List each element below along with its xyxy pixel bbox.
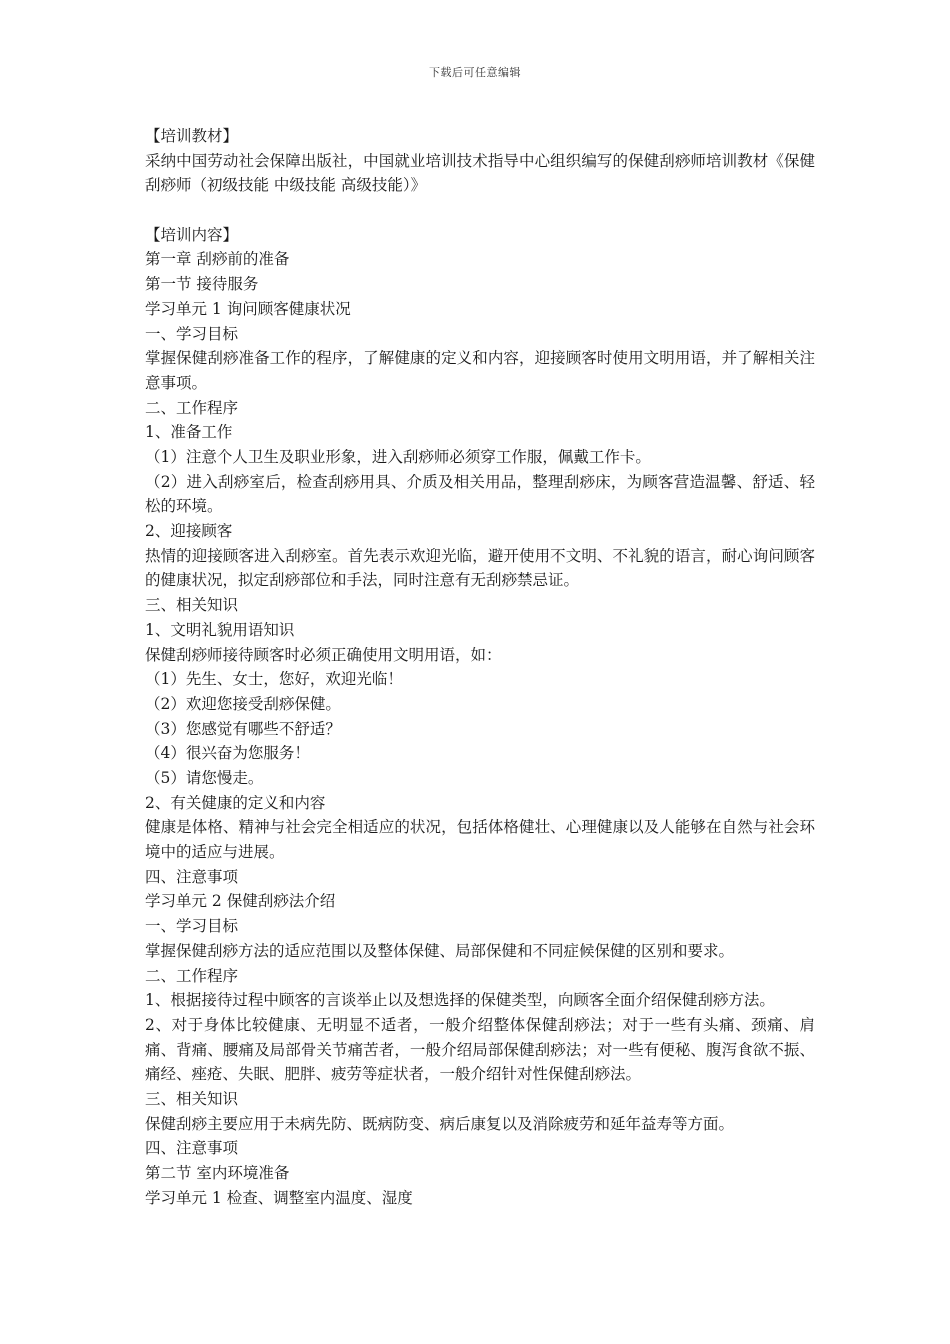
- section-title: 第一节 接待服务: [145, 275, 259, 294]
- paragraph: 保健刮痧主要应用于未病先防、既病防变、病后康复以及消除疲劳和延年益寿等方面。: [145, 1114, 735, 1133]
- section-heading-materials: 【培训教材】: [145, 127, 239, 145]
- list-item: 1、根据接待过程中顾客的言谈举止以及想选择的保健类型，向顾客全面介绍保健刮痧方法。: [145, 991, 775, 1010]
- subheading: 二、工作程序: [145, 966, 239, 985]
- subheading: 四、注意事项: [145, 1139, 239, 1158]
- list-item: （1）先生、女士，您好，欢迎光临！: [145, 670, 403, 689]
- paragraph: 热情的迎接顾客进入刮痧室。首先表示欢迎光临，避开使用不文明、不礼貌的语言，耐心询问顾客的健康状况，拟定刮痧部位和手法，同时注意有无刮痧禁忌证。: [145, 546, 815, 590]
- unit-title: 学习单元 1 询问顾客健康状况: [145, 299, 351, 318]
- chapter-title: 第一章 刮痧前的准备: [145, 250, 290, 269]
- list-item: （5）请您慢走。: [145, 769, 264, 787]
- subheading: 一、学习目标: [145, 917, 239, 936]
- subheading: 一、学习目标: [145, 324, 239, 343]
- document-body: [145, 124, 815, 1211]
- subheading: 三、相关知识: [145, 596, 239, 615]
- subheading: 2、迎接顾客: [145, 522, 233, 541]
- list-item: 2、对于身体比较健康、无明显不适者，一般介绍整体保健刮痧法；对于一些有头痛、颈痛、肩痛、背痛、腰痛及局部骨关节痛苦者，一般介绍局部保健刮痧法；对一些有便秘、腹泻食欲不振、痛经、痤疮、失眠、肥胖、疲劳等症状者，一般介绍针对性保健刮痧法。: [145, 1015, 815, 1084]
- section-title: 第二节 室内环境准备: [145, 1164, 290, 1183]
- unit-title: 学习单元 1 检查、调整室内温度、湿度: [145, 1188, 413, 1207]
- unit-title: 学习单元 2 保健刮痧法介绍: [145, 892, 336, 911]
- list-item: （2）进入刮痧室后，检查刮痧用具、介质及相关用品，整理刮痧床，为顾客营造温馨、舒适、轻松的环境。: [145, 472, 815, 516]
- list-item: （3）您感觉有哪些不舒适？: [145, 719, 341, 738]
- section-heading-content: 【培训内容】: [145, 225, 239, 244]
- list-item: （1）注意个人卫生及职业形象，进入刮痧师必须穿工作服，佩戴工作卡。: [145, 448, 651, 466]
- subheading: 1、准备工作: [145, 423, 233, 442]
- list-item: （4）很兴奋为您服务！: [145, 744, 310, 763]
- subheading: 2、有关健康的定义和内容: [145, 793, 326, 812]
- subheading: 三、相关知识: [145, 1090, 239, 1109]
- paragraph: 保健刮痧师接待顾客时必须正确使用文明用语，如：: [145, 645, 502, 664]
- blank-line: [145, 198, 815, 223]
- header-note: 下载后可任意编辑: [429, 66, 521, 79]
- subheading: 1、文明礼貌用语知识: [145, 620, 295, 639]
- paragraph: 掌握保健刮痧准备工作的程序，了解健康的定义和内容，迎接顾客时使用文明用语，并了解相关注意事项。: [145, 349, 815, 392]
- paragraph: 掌握保健刮痧方法的适应范围以及整体保健、局部保健和不同症候保健的区别和要求。: [145, 941, 735, 960]
- paragraph: 健康是体格、精神与社会完全相适应的状况，包括体格健壮、心理健康以及人能够在自然与社会环境中的适应与进展。: [145, 818, 815, 862]
- subheading: 四、注意事项: [145, 867, 239, 886]
- list-item: （2）欢迎您接受刮痧保健。: [145, 694, 341, 713]
- subheading: 二、工作程序: [145, 398, 239, 417]
- materials-paragraph: 采纳中国劳动社会保障出版社，中国就业培训技术指导中心组织编写的保健刮痧师培训教材《保健刮痧师（初级技能 中级技能 高级技能）》: [145, 151, 815, 195]
